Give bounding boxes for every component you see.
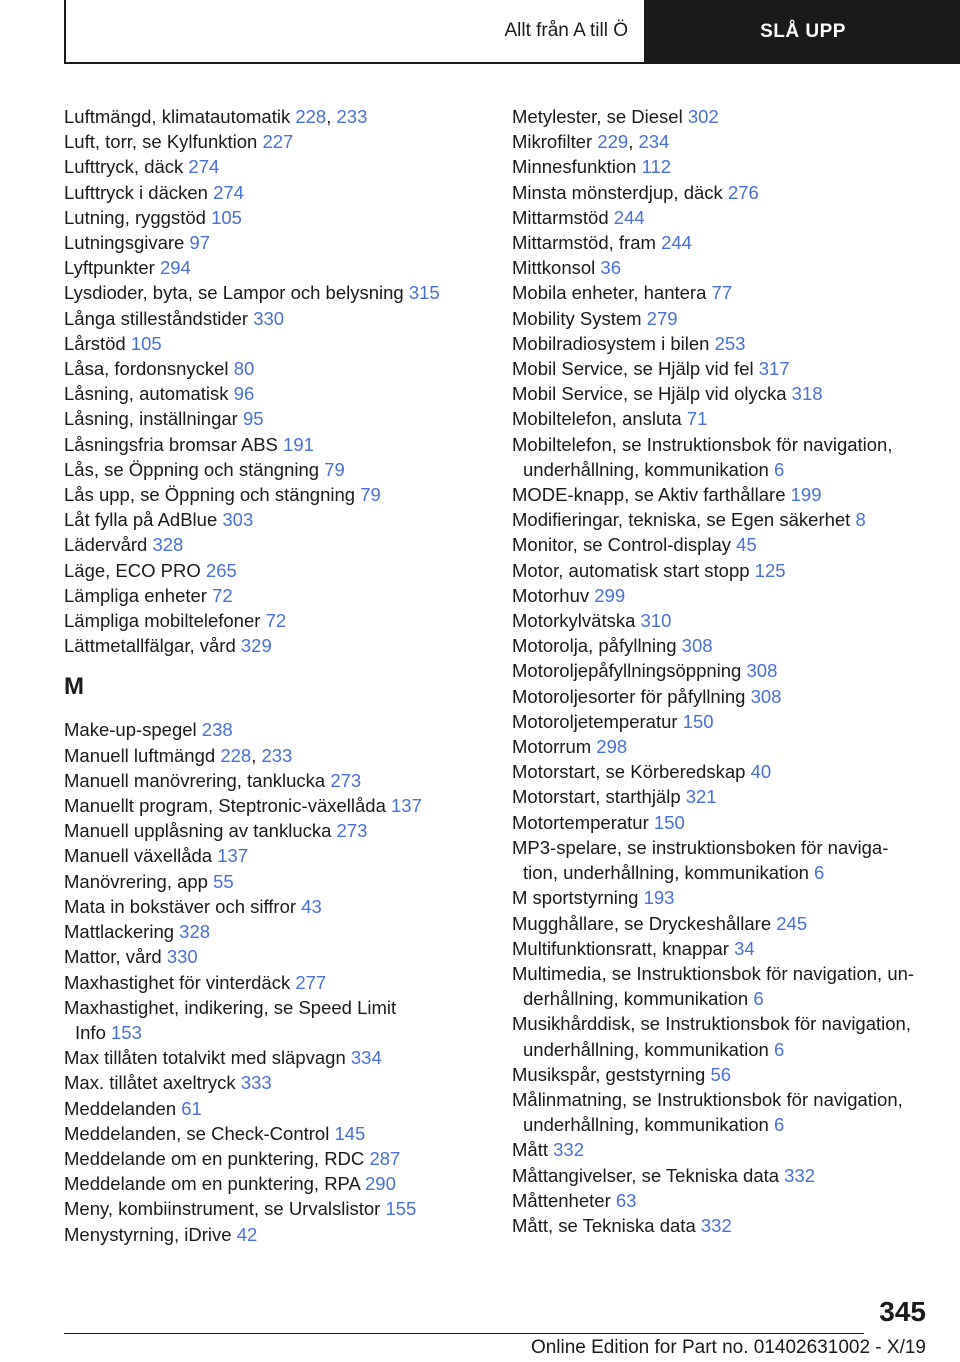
page-link[interactable]: 191 (283, 433, 314, 455)
index-term: Luft, torr, se Kylfunktion (64, 131, 258, 153)
index-term: Mobiltelefon, ansluta (512, 408, 682, 430)
index-entry (64, 1196, 484, 1221)
page-link[interactable]: 287 (369, 1147, 401, 1169)
index-term: Meddelanden, se Check-Control (64, 1122, 330, 1144)
page-link[interactable]: 315 (408, 282, 440, 304)
index-entry (512, 331, 932, 356)
page-link[interactable]: 318 (791, 383, 823, 405)
index-entry (64, 381, 484, 406)
index-term: Motoroljetemperatur (512, 710, 678, 732)
page-separator: , (628, 131, 639, 153)
page-link[interactable]: 310 (640, 610, 672, 632)
index-term: Manuell luftmängd (64, 744, 216, 766)
index-term: Modifieringar, tekniska, se Egen säkerhet (512, 509, 851, 531)
index-entry (64, 1045, 484, 1070)
index-term: Låsa, fordonsnyckel (64, 358, 229, 380)
index-entry (64, 970, 484, 995)
page-link[interactable]: 273 (336, 820, 368, 842)
index-term: Mattlackering (64, 921, 175, 943)
index-entry (64, 230, 484, 255)
index-term: Långa stilleståndstider (64, 307, 249, 329)
page-link[interactable]: 36 (600, 257, 621, 279)
page-link[interactable]: 193 (643, 887, 675, 909)
index-term: Metylester, se Diesel (512, 106, 683, 127)
index-term: Lutningsgivare (64, 232, 185, 254)
index-entry (512, 784, 932, 809)
index-term: Låsningsfria bromsar ABS (64, 433, 278, 455)
page-link[interactable]: 330 (166, 946, 198, 968)
page-link[interactable]: 274 (188, 156, 220, 178)
index-entry (512, 482, 932, 507)
index-entry (512, 1087, 932, 1137)
index-list-m-entries-left (64, 717, 484, 1246)
index-term: Mittarmstöd (512, 206, 609, 228)
index-entry (64, 919, 484, 944)
page-link[interactable]: 328 (152, 534, 184, 556)
index-entry (64, 104, 484, 129)
index-term: Max. tillåtet axeltryck (64, 1072, 236, 1094)
index-entry (512, 936, 932, 961)
index-term: Mugghållare, se Dryckeshållare (512, 912, 772, 934)
index-term: Lutning, ryggstöd (64, 206, 206, 228)
page-link[interactable]: 77 (711, 282, 733, 304)
page-link[interactable]: 244 (613, 206, 645, 228)
index-entry (512, 684, 932, 709)
index-entry (512, 406, 932, 431)
index-term: Motorolja, påfyllning (512, 635, 677, 657)
page-link[interactable]: 234 (638, 131, 670, 153)
index-column-right (512, 104, 932, 1238)
page-link[interactable]: 238 (201, 719, 233, 741)
index-entry (512, 255, 932, 280)
page-link[interactable]: 294 (159, 257, 191, 279)
index-entry (64, 1070, 484, 1095)
index-term: Motor, automatisk start stopp (512, 559, 750, 581)
index-term: MODE-knapp, se Aktiv farthållare (512, 484, 786, 506)
page-link[interactable]: 137 (217, 845, 249, 867)
index-term: Mobila enheter, hantera (512, 282, 707, 304)
page-link[interactable]: 80 (233, 358, 255, 380)
index-term: Max tillåten totalvikt med släpvagn (64, 1047, 346, 1069)
page-link[interactable]: 95 (242, 408, 264, 430)
page-link[interactable]: 153 (111, 1021, 142, 1043)
index-term: Låt fylla på AdBlue (64, 509, 218, 531)
index-entry (512, 104, 932, 129)
index-term: Meddelande om en punktering, RDC (64, 1147, 365, 1169)
index-term: Manuellt program, Steptronic-växellåda (64, 795, 386, 817)
page-link[interactable]: 229 (597, 131, 629, 153)
index-entry (64, 558, 484, 583)
index-entry (512, 1011, 932, 1061)
index-term: Motorkylvätska (512, 610, 636, 632)
page-link[interactable]: 71 (686, 408, 708, 430)
index-term: MP3-spelare, se instruktionsboken för naviga- tion, underhållning, kommunikation (512, 836, 889, 884)
index-entry (64, 306, 484, 331)
page-link[interactable]: 308 (750, 685, 782, 707)
index-entry (512, 507, 932, 532)
page-separator: , (326, 106, 337, 127)
index-term: Låsning, automatisk (64, 383, 229, 405)
page-link[interactable]: 332 (553, 1139, 584, 1161)
page-link[interactable]: 253 (714, 332, 746, 354)
index-entry (64, 869, 484, 894)
index-term: Monitor, se Control-display (512, 534, 732, 556)
index-entry (512, 432, 932, 482)
section-letter-heading: M (64, 673, 84, 701)
page-link[interactable]: 97 (189, 232, 211, 254)
index-entry (64, 532, 484, 557)
index-entry (64, 768, 484, 793)
index-term: Mittkonsol (512, 257, 596, 279)
index-list-m-entries-right (512, 104, 932, 1238)
page-link[interactable]: 79 (324, 458, 345, 480)
page-link[interactable]: 150 (653, 811, 685, 833)
index-term: Mattor, vård (64, 946, 162, 968)
page-link[interactable]: 72 (212, 584, 233, 606)
index-term: Motorhuv (512, 584, 590, 606)
index-term: Motortemperatur (512, 811, 649, 833)
index-entry (512, 583, 932, 608)
index-entry (512, 1062, 932, 1087)
index-entry (64, 180, 484, 205)
page-link[interactable]: 199 (790, 484, 822, 506)
page-link[interactable]: 72 (265, 610, 287, 632)
index-entry (512, 356, 932, 381)
index-entry (512, 230, 932, 255)
index-term: Maxhastighet, indikering, se Speed Limit Info (64, 996, 397, 1043)
index-entry (512, 306, 932, 331)
index-entry (64, 633, 484, 658)
index-entry (512, 1137, 932, 1162)
index-entry (64, 818, 484, 843)
index-term: Mobil Service, se Hjälp vid olycka (512, 383, 787, 405)
page-link[interactable]: 334 (350, 1047, 382, 1069)
index-entry (64, 356, 484, 381)
index-term: Multimedia, se Instruktionsbok för navigation, un- derhållning, kommunikation (512, 962, 915, 1010)
index-entry (64, 793, 484, 818)
index-term: Motoroljepåfyllningsöppning (512, 660, 742, 682)
page-link[interactable]: 244 (661, 232, 692, 254)
page-link[interactable]: 332 (784, 1164, 816, 1186)
page-link[interactable]: 233 (336, 106, 368, 127)
index-term: Lyftpunkter (64, 257, 155, 279)
index-entry (512, 280, 932, 305)
index-entry (64, 280, 484, 305)
index-term: Meddelanden (64, 1097, 177, 1119)
page-link[interactable]: 333 (240, 1072, 272, 1094)
page-link[interactable]: 96 (233, 383, 255, 405)
index-term: Lås, se Öppning och stängning (64, 458, 320, 480)
page-link[interactable]: 155 (385, 1198, 417, 1220)
index-term: Lufttryck, däck (64, 156, 184, 178)
index-entry (64, 406, 484, 431)
page-link[interactable]: 276 (727, 181, 759, 203)
page-link[interactable]: 228 (220, 744, 252, 766)
index-term: Lufttryck i däcken (64, 181, 208, 203)
index-entry (64, 331, 484, 356)
index-term: Mobil Service, se Hjälp vid fel (512, 358, 754, 380)
page-link[interactable]: 303 (222, 509, 254, 531)
index-term: Mittarmstöd, fram (512, 232, 656, 254)
page-link[interactable]: 302 (687, 106, 719, 127)
page-link[interactable]: 6 (773, 1038, 785, 1060)
page-link[interactable]: 265 (205, 559, 237, 581)
index-term: Musikhårddisk, se Instruktionsbok för navigation, underhållning, kommunikation (512, 1013, 911, 1060)
page-link[interactable]: 42 (236, 1223, 258, 1245)
page-link[interactable]: 273 (330, 769, 362, 791)
index-entry (512, 1188, 932, 1213)
index-entry (64, 255, 484, 280)
index-entry (64, 944, 484, 969)
index-term: Meny, kombiinstrument, se Urvalslistor (64, 1198, 381, 1220)
index-entry (512, 381, 932, 406)
index-entry (512, 658, 932, 683)
index-entry (512, 835, 932, 885)
index-entry (64, 743, 484, 768)
index-entry (512, 154, 932, 179)
index-term: Läge, ECO PRO (64, 559, 201, 581)
page-link[interactable]: 330 (253, 307, 285, 329)
index-entry (64, 608, 484, 633)
index-entry (64, 154, 484, 179)
index-entry (512, 633, 932, 658)
page-link[interactable]: 299 (594, 584, 626, 606)
index-term: Måttangivelser, se Tekniska data (512, 1164, 780, 1186)
page-link[interactable]: 274 (213, 181, 244, 203)
index-term: Minsta mönsterdjup, däck (512, 181, 723, 203)
index-term: Mått, se Tekniska data (512, 1214, 696, 1236)
index-term: Maxhastighet för vinterdäck (64, 971, 291, 993)
page-link[interactable]: 79 (360, 484, 381, 506)
tab-lookup[interactable]: SLÅ UPP (646, 0, 960, 64)
index-term: Mata in bokstäver och siffror (64, 895, 297, 917)
index-entry (64, 432, 484, 457)
index-entry (64, 1222, 484, 1247)
index-entry (64, 843, 484, 868)
index-entry (64, 482, 484, 507)
index-entry (64, 995, 484, 1045)
index-entry (64, 1121, 484, 1146)
page-number: 345 (879, 1296, 926, 1327)
page-link[interactable]: 6 (814, 862, 825, 884)
index-term: Låsning, inställningar (64, 408, 238, 430)
page-link[interactable]: 245 (776, 912, 808, 934)
index-list-l-entries (64, 104, 484, 658)
index-entry (64, 129, 484, 154)
index-term: Minnesfunktion (512, 156, 637, 178)
index-entry (512, 1213, 932, 1238)
page-link[interactable]: 150 (682, 710, 714, 732)
index-term: Lättmetallfälgar, vård (64, 635, 236, 657)
index-term: Manuell växellåda (64, 845, 213, 867)
page-link[interactable]: 56 (710, 1063, 732, 1085)
page-link[interactable]: 227 (262, 131, 294, 153)
index-entry (512, 129, 932, 154)
index-entry (512, 885, 932, 910)
page-link[interactable]: 61 (181, 1097, 202, 1119)
index-term: Multifunktionsratt, knappar (512, 937, 729, 959)
page-link[interactable]: 6 (753, 988, 764, 1010)
index-entry (64, 457, 484, 482)
header-tabs (64, 0, 960, 64)
page-link[interactable]: 279 (646, 307, 678, 329)
page-link[interactable]: 8 (855, 509, 866, 531)
page-link[interactable]: 233 (261, 744, 293, 766)
page-link[interactable]: 329 (240, 635, 272, 657)
index-entry (512, 810, 932, 835)
index-term: Målinmatning, se Instruktionsbok för navigation, underhållning, kommunikation (512, 1088, 903, 1136)
page-link[interactable]: 298 (596, 736, 628, 758)
index-term: Manövrering, app (64, 870, 208, 892)
index-entry (512, 608, 932, 633)
index-entry (512, 709, 932, 734)
page-link[interactable]: 105 (130, 332, 162, 354)
page-link[interactable]: 63 (615, 1189, 637, 1211)
page-link[interactable]: 290 (365, 1173, 396, 1195)
footer-edition-text: Online Edition for Part no. 01402631002 - X/19 (530, 1337, 926, 1358)
page-link[interactable]: 308 (681, 635, 713, 657)
page-link[interactable]: 43 (301, 895, 322, 917)
page-link[interactable]: 105 (211, 206, 242, 228)
page-link[interactable]: 228 (295, 106, 327, 127)
page-link[interactable]: 6 (773, 1114, 785, 1136)
index-entry (64, 1096, 484, 1121)
index-term: Make-up-spegel (64, 719, 197, 741)
page-link[interactable]: 277 (295, 971, 327, 993)
index-term: Manuell upplåsning av tanklucka (64, 820, 332, 842)
page-link[interactable]: 55 (213, 870, 234, 892)
index-entry (64, 894, 484, 919)
page-link[interactable]: 145 (334, 1122, 366, 1144)
page-link[interactable]: 308 (746, 660, 778, 682)
index-term: Mikrofilter (512, 131, 593, 153)
index-term: Manuell manövrering, tanklucka (64, 769, 326, 791)
index-term: Lårstöd (64, 332, 126, 354)
index-term: Mobilradiosystem i bilen (512, 332, 710, 354)
index-entry (512, 532, 932, 557)
page-link[interactable]: 332 (700, 1214, 732, 1236)
page-link[interactable]: 328 (179, 921, 211, 943)
index-term: Lysdioder, byta, se Lampor och belysning (64, 282, 404, 304)
page-link[interactable]: 112 (641, 156, 672, 178)
index-entry (512, 961, 932, 1011)
index-entry (512, 180, 932, 205)
index-term: Mobiltelefon, se Instruktionsbok för navigation, underhållning, kommunikation (512, 433, 893, 480)
page-link[interactable]: 40 (750, 761, 772, 783)
tab-index-a-to-o[interactable]: Allt från A till Ö (64, 0, 646, 64)
index-entry (64, 507, 484, 532)
page-link[interactable]: 6 (773, 458, 785, 480)
index-entry (64, 1171, 484, 1196)
page-separator: , (251, 744, 262, 766)
index-column-left (64, 104, 484, 1247)
index-term: Lädervård (64, 534, 148, 556)
page-link[interactable]: 34 (734, 937, 755, 959)
page-link[interactable]: 321 (685, 786, 717, 808)
index-term: Meddelande om en punktering, RPA (64, 1173, 360, 1195)
footer-divider (64, 1333, 864, 1334)
index-term: Lämpliga enheter (64, 584, 207, 606)
index-term: Måttenheter (512, 1189, 611, 1211)
index-entry (64, 583, 484, 608)
index-term: Motorstart, se Körberedskap (512, 761, 746, 783)
index-term: Luftmängd, klimatautomatik (64, 106, 291, 127)
index-term: Motoroljesorter för påfyllning (512, 685, 746, 707)
index-term: M sportstyrning (512, 887, 639, 909)
page-link[interactable]: 137 (391, 795, 422, 817)
index-entry (64, 1146, 484, 1171)
index-entry (512, 1163, 932, 1188)
index-term: Lämpliga mobiltelefoner (64, 610, 261, 632)
index-entry (512, 734, 932, 759)
page-link[interactable]: 45 (736, 534, 757, 556)
index-term: Motorstart, starthjälp (512, 786, 681, 808)
index-term: Mobility System (512, 307, 642, 329)
index-term: Musikspår, geststyrning (512, 1063, 706, 1085)
index-entry (512, 759, 932, 784)
index-term: Menystyrning, iDrive (64, 1223, 232, 1245)
index-entry (64, 205, 484, 230)
index-entry (512, 558, 932, 583)
index-term: Motorrum (512, 736, 592, 758)
page-link[interactable]: 317 (758, 358, 790, 380)
index-entry (64, 717, 484, 742)
index-term: Mått (512, 1139, 548, 1161)
index-term: Lås upp, se Öppning och stängning (64, 484, 356, 506)
page-link[interactable]: 125 (754, 559, 786, 581)
index-entry (512, 911, 932, 936)
index-entry (512, 205, 932, 230)
